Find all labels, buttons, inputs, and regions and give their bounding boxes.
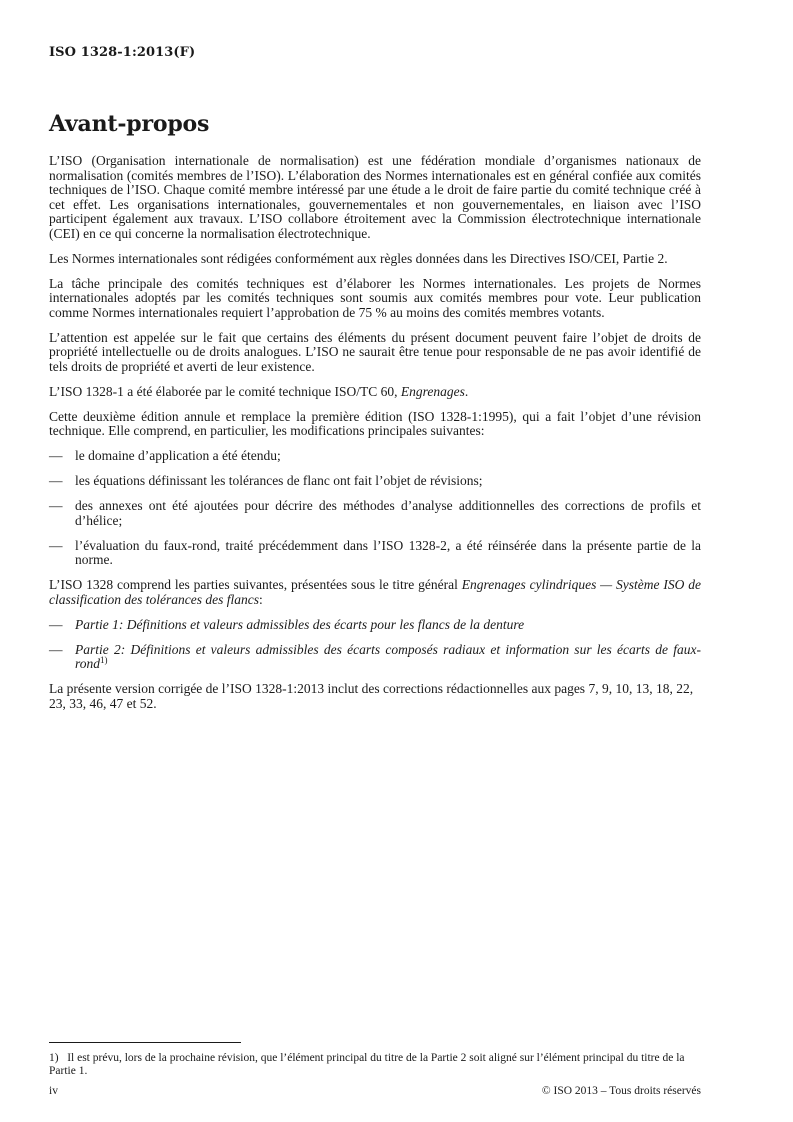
dash-marker: —	[49, 498, 63, 513]
dash-marker: —	[49, 616, 63, 632]
paragraph-corrected-version: La présente version corrigée de l’ISO 1328-1:2013 inclut des corrections rédactionnelles aux pages 7, 9, 10, 13, 18, 22, 23, 33, 46, 47 et 52.	[49, 681, 694, 711]
general-title: Engrenages cylindriques — Système ISO de classification des tolérances des flancs	[49, 577, 701, 607]
modification-text: les équations définissant les tolérances de flanc ont fait l’objet de révisions;	[75, 473, 483, 488]
modification-item	[49, 474, 701, 489]
dash-marker: —	[49, 473, 63, 488]
footnote-separator	[49, 1042, 241, 1043]
dash-marker: —	[49, 641, 63, 657]
prepared-by-end: .	[464, 383, 469, 399]
parts-intro-text: L’ISO 1328 comprend les parties suivantes, présentées sous le titre général	[49, 577, 462, 592]
modification-item	[49, 449, 701, 464]
dash-marker: —	[49, 537, 63, 553]
footnote-reference[interactable]: 1)	[100, 655, 108, 665]
paragraph-prepared-by	[49, 385, 701, 400]
foreword-body	[49, 154, 701, 722]
paragraph-patent-rights: L’attention est appelée sur le fait que certains des éléments du présent document peuvent faire l’objet de droits de propriété intellectuelle ou de droits analogues. L’ISO ne saurait être tenue pour responsable de ne pas avoir identifié de tels droits de propriété et averti de leur existence.	[49, 329, 701, 374]
part-1-title: Partie 1: Définitions et valeurs admissibles des écarts pour les flancs de la denture	[75, 616, 525, 632]
footnote: 1) Il est prévu, lors de la prochaine révision, que l’élément principal du titre de la Partie 2 soit aligné sur l’élément principal du titre de la Partie 1.	[49, 1052, 685, 1077]
paragraph-second-edition: Cette deuxième édition annule et remplace la première édition (ISO 1328-1:1995), qui a fait l’objet d’une révision technique. Elle comprend, en particulier, les modifications principales suivantes:	[49, 408, 701, 438]
prepared-by-text: L’ISO 1328-1 a été élaborée par le comité technique ISO/TC 60,	[49, 383, 401, 399]
parts-intro-end: :	[258, 591, 263, 607]
modification-text: des annexes ont été ajoutées pour décrire des méthodes d’analyse additionnelles des corrections de profils et d’hélice;	[75, 498, 701, 528]
page-number: iv	[49, 1085, 58, 1097]
document-identifier: ISO 1328-1:2013(F)	[49, 45, 196, 60]
paragraph-parts-intro	[49, 578, 701, 607]
section-title: Avant-propos	[49, 111, 210, 137]
modification-item	[49, 539, 701, 568]
paragraph-technical-committees: La tâche principale des comités techniques est d’élaborer les Normes internationales. Les projets de Normes internationales adoptés par les comités techniques sont soumis aux comités membres pour vote. Leur publication comme Normes internationales requiert l’approbation de 75 % au moins des comités membres votants.	[49, 275, 701, 320]
part-list-item	[49, 618, 701, 633]
part-2-title: Partie 2: Définitions et valeurs admissibles des écarts composés radiaux et information sur les écarts de faux-rond	[75, 641, 701, 671]
modification-item	[49, 499, 701, 528]
modification-text: le domaine d’application a été étendu;	[75, 448, 281, 463]
copyright-notice: © ISO 2013 – Tous droits réservés	[541, 1085, 701, 1097]
document-page	[49, 0, 701, 1122]
paragraph-iso-intro: L’ISO (Organisation internationale de normalisation) est une fédération mondiale d’organismes nationaux de normalisation (comités membres de l’ISO). L’élaboration des Normes internationales est en général confiée aux comités techniques de l’ISO. Chaque comité membre intéressé par une étude a le droit de faire partie du comité technique créé à cet effet. Les organisations internationales, gouvernementales et non gouvernementales, en liaison avec l’ISO participent également aux travaux. L’ISO collabore étroitement avec la Commission électrotechnique internationale (CEI) en ce qui concerne la normalisation électrotechnique.	[49, 153, 701, 241]
committee-title: Engrenages	[400, 383, 465, 399]
part-list-item	[49, 643, 701, 672]
dash-marker: —	[49, 448, 63, 463]
paragraph-directives: Les Normes internationales sont rédigées conformément aux règles données dans les Directives ISO/CEI, Partie 2.	[49, 250, 668, 266]
modification-text: l’évaluation du faux-rond, traité précédemment dans l’ISO 1328-2, a été réinsérée dans la présente partie de la norme.	[75, 537, 701, 567]
